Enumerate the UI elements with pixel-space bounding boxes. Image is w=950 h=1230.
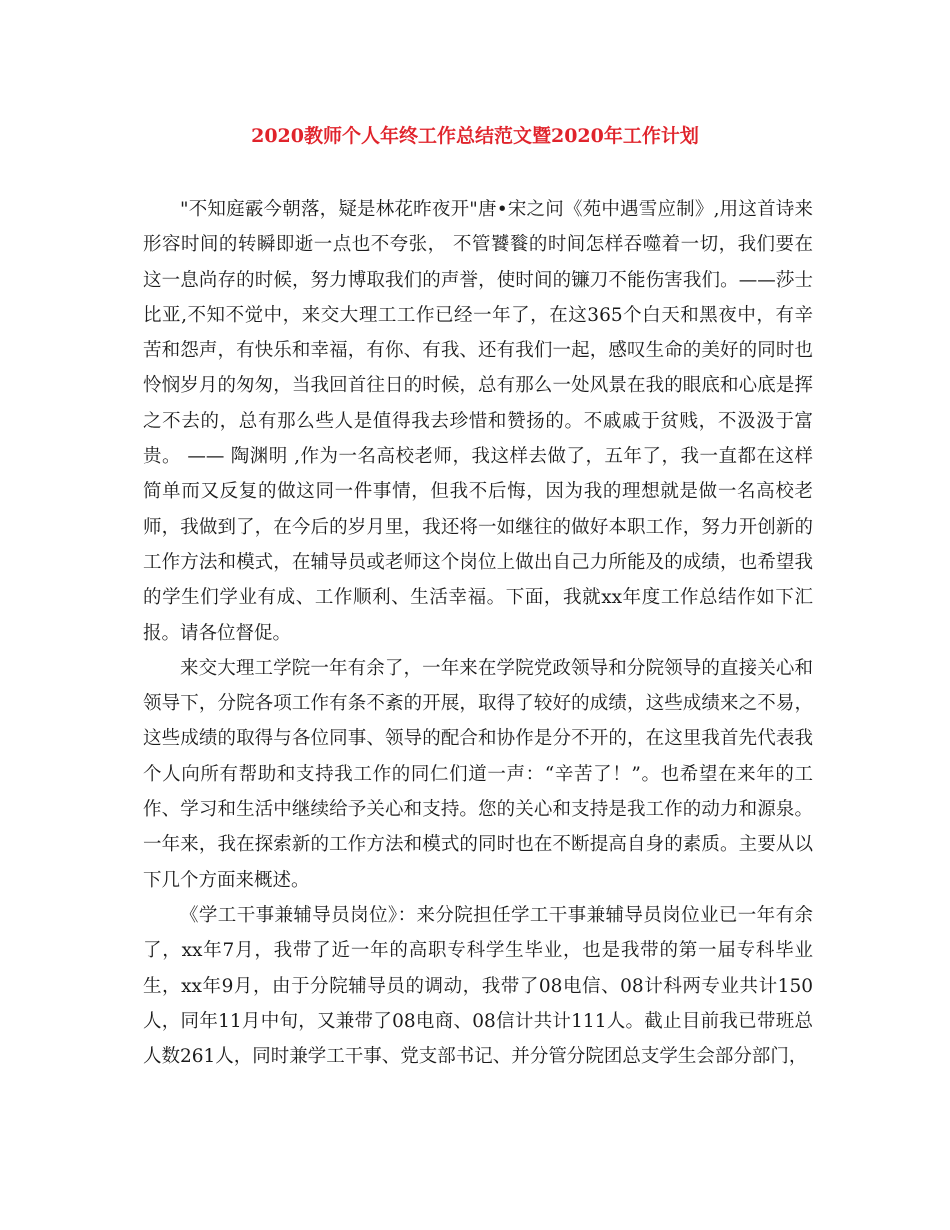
document-body — [143, 192, 813, 1074]
document-title: 2020教师个人年终工作总结范文暨2020年工作计划 — [251, 125, 699, 147]
paragraph-gratitude: 来交大理工学院一年有余了，一年来在学院党政领导和分院领导的直接关心和领导下，分院各项工作有条不紊的开展，取得了较好的成绩，这些成绩来之不易，这些成绩的取得与各位同事、领导的配合和协作是分不开的，在这里我首先代表我个人向所有帮助和支持我工作的同仁们道一声：“辛苦了！”。也希望在来年的工作、学习和生活中继续给予关心和支持。您的关心和支持是我工作的动力和源泉。一年来，我在探索新的工作方法和模式的同时也在不断提高自身的素质。主要从以下几个方面来概述。 — [143, 657, 813, 891]
paragraph-intro: "不知庭霰今朝落，疑是林花昨夜开"唐•宋之问《苑中遇雪应制》,用这首诗来形容时间的转瞬即逝一点也不夸张， 不管饕餮的时间怎样吞噬着一切，我们要在这一息尚存的时候，努力博取我们的声誉，使时间的镰刀不能伤害我们。——莎士比亚,不知不觉中，来交大理工工作已经一年了，在这365个白天和黑夜中，有辛苦和怨声，有快乐和幸福，有你、有我、还有我们一起，感叹生命的美好的同时也怜悯岁月的匆匆，当我回首往日的时候，总有那么一处风景在我的眼底和心底是挥之不去的，总有那么些人是值得我去珍惜和赞扬的。不戚戚于贫贱，不汲汲于富贵。 —— 陶渊明 ,作为一名高校老师，我这样去做了，五年了，我一直都在这样简单而又反复的做这同一件事情，但我不后悔，因为我的理想就是做一名高校老师，我做到了，在今后的岁月里，我还将一如继往的做好本职工作，努力开创新的工作方法和模式，在辅导员或老师这个岗位上做出自己力所能及的成绩，也希望我的学生们学业有成、工作顺利、生活幸福。下面，我就xx年度工作总结作如下汇报。请各位督促。 — [143, 199, 813, 644]
paragraph-counselor-role: 《学工干事兼辅导员岗位》：来分院担任学工干事兼辅导员岗位业已一年有余了，xx年7月，我带了近一年的高职专科学生毕业，也是我带的第一届专科毕业生，xx年9月，由于分院辅导员的调动，我带了08电信、08计科两专业共计150人，同年11月中旬，又兼带了08电商、08信计共计111人。截止目前我已带班总人数261人，同时兼学工干事、党支部书记、并分管分院团总支学生会部分部门， — [143, 904, 813, 1068]
